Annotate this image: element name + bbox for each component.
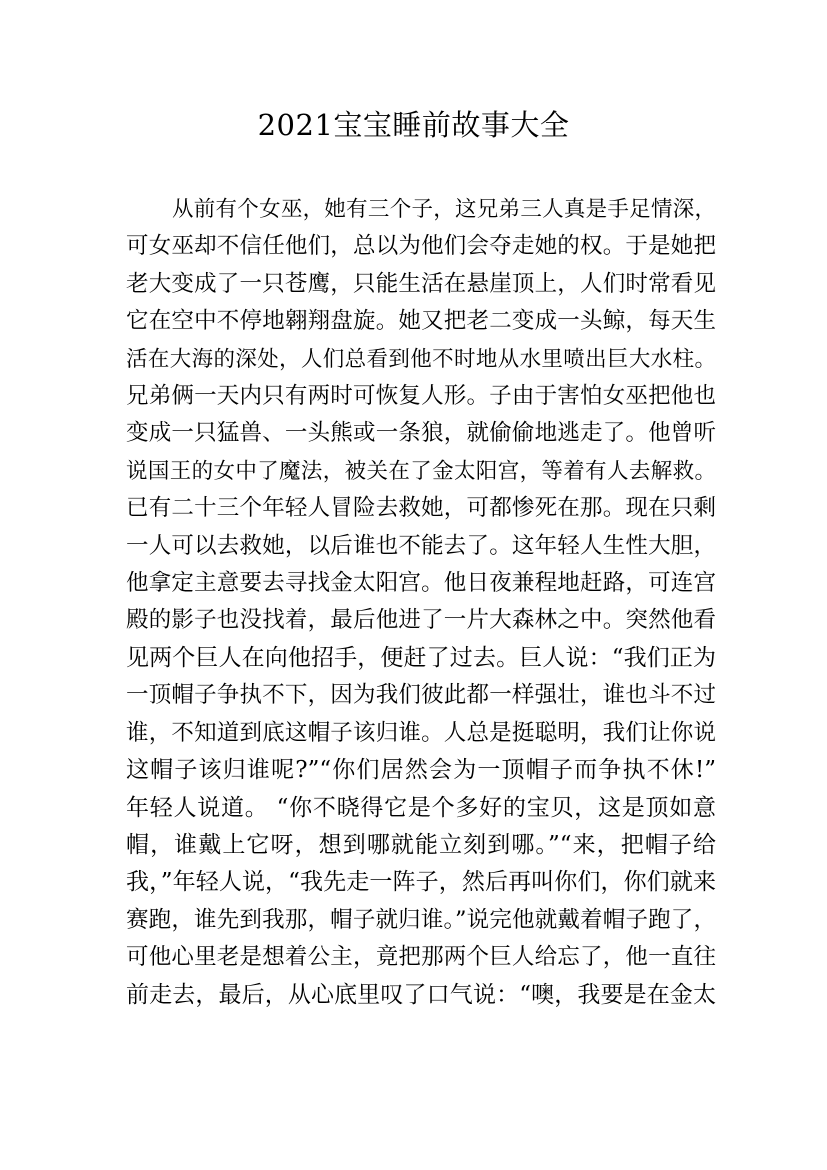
paragraph-line: 老大变成了一只苍鹰，只能生活在悬崖顶上，人们时常看见 (126, 270, 716, 297)
paragraph-line: 说国王的女中了魔法，被关在了金太阳宫，等着有人去解救。 (126, 458, 716, 484)
paragraph-line: 殿的影子也没找着，最后他进了一片大森林之中。突然他看 (126, 607, 716, 634)
document-title: 2021宝宝睡前故事大全 (257, 108, 570, 142)
story-paragraph (126, 191, 716, 1014)
paragraph-line: 一人可以去救她，以后谁也不能去了。这年轻人生性大胆， (126, 532, 716, 559)
paragraph-line: 赛跑，谁先到我那，帽子就归谁。”说完他就戴着帽子跑了， (126, 906, 716, 933)
paragraph-line: 已有二十三个年轻人冒险去救她，可都惨死在那。现在只剩 (126, 495, 716, 522)
paragraph-line: 我，”年轻人说，“我先走一阵子，然后再叫你们，你们就来 (126, 869, 716, 896)
paragraph-line: 年轻人说道。 “你不晓得它是个多好的宝贝，这是顶如意 (126, 794, 716, 821)
paragraph-line: 前走去，最后，从心底里叹了口气说：“噢，我要是在金太 (126, 981, 716, 1008)
paragraph-line: 可他心里老是想着公主，竟把那两个巨人给忘了，他一直往 (126, 944, 716, 971)
paragraph-line: 帽，谁戴上它呀，想到哪就能立刻到哪。”“来，把帽子给 (126, 831, 716, 858)
paragraph-line: 一顶帽子争执不下，因为我们彼此都一样强壮，谁也斗不过 (126, 682, 716, 709)
paragraph-line: 变成一只猛兽、一头熊或一条狼，就偷偷地逃走了。他曾听 (126, 420, 716, 447)
paragraph-line: 谁，不知道到底这帽子该归谁。人总是挺聪明，我们让你说 (126, 719, 716, 746)
paragraph-line: 他拿定主意要去寻找金太阳宫。他日夜兼程地赶路，可连宫 (126, 570, 716, 597)
paragraph-line: 兄弟俩一天内只有两时可恢复人形。子由于害怕女巫把他也 (126, 383, 716, 410)
paragraph-line: 可女巫却不信任他们，总以为他们会夺走她的权。于是她把 (126, 233, 716, 260)
paragraph-line: 从前有个女巫，她有三个子，这兄弟三人真是手足情深， (172, 197, 716, 222)
paragraph-line: 见两个巨人在向他招手，便赶了过去。巨人说：“我们正为 (126, 644, 716, 671)
paragraph-line: 它在空中不停地翱翔盘旋。她又把老二变成一头鲸，每天生 (126, 308, 716, 335)
paragraph-line: 活在大海的深处，人们总看到他不时地从水里喷出巨大水柱。 (126, 346, 716, 372)
paragraph-line: 这帽子该归谁呢?”“你们居然会为一顶帽子而争执不休!” (126, 757, 716, 784)
